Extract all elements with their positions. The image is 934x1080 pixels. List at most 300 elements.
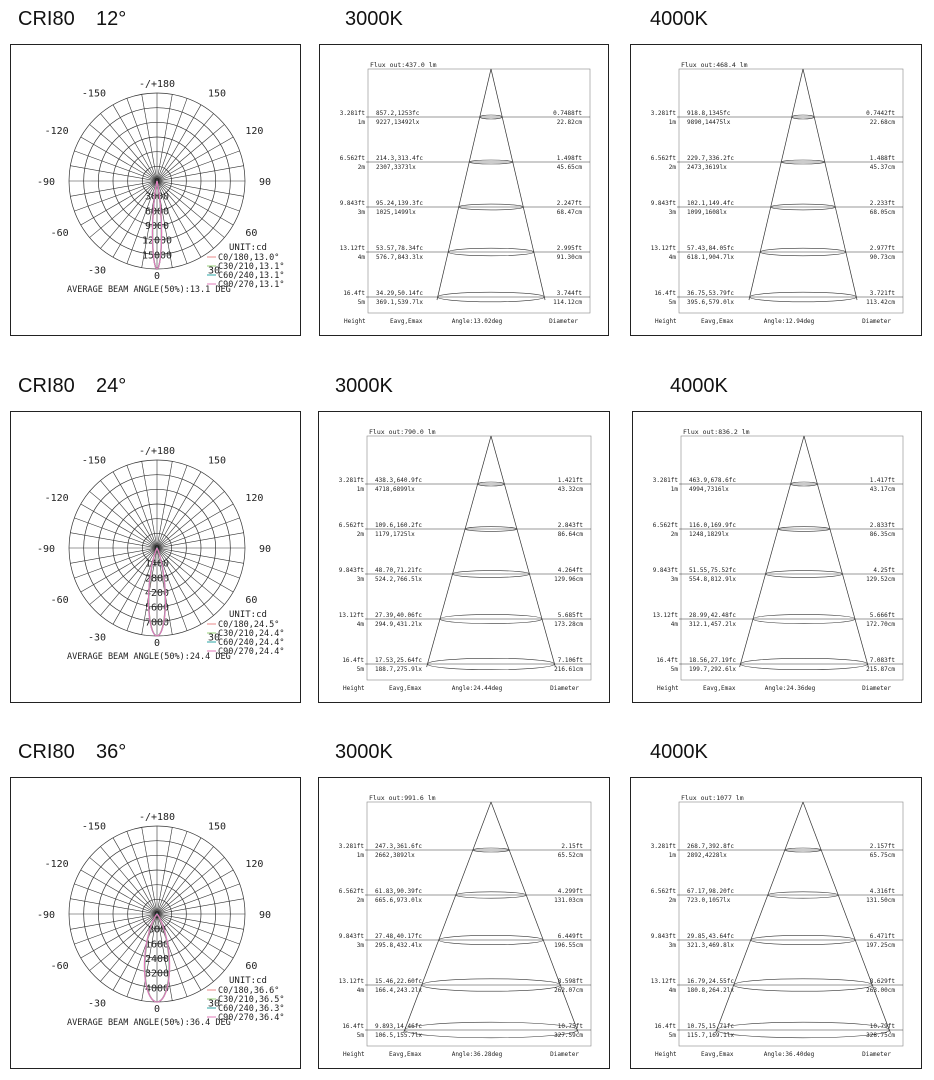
polar-angle-label: 0 [153, 271, 161, 282]
illuminance-lx-label: 524.2,766.5lx [375, 576, 422, 583]
polar-angle-label-180: -/+180 [138, 812, 176, 823]
diameter-cm-label: 65.75cm [869, 852, 895, 859]
footer-height-label: Height [343, 1051, 365, 1058]
polar-angle-label: -30 [87, 265, 106, 277]
illuminance-fc-label: 27.48,40.17fc [375, 933, 422, 940]
diameter-ft-label: 2.15ft [561, 843, 583, 850]
polar-angle-label: 60 [245, 228, 258, 239]
polar-ring-value-label: 3000 [144, 191, 170, 203]
illuminance-lx-label: 576.7,843.3lx [376, 254, 423, 261]
height-ft-label: 16.4ft [654, 1023, 676, 1030]
polar-ring-value-label: 6000 [144, 206, 170, 218]
cone-title-3000k: 3000K [345, 8, 403, 30]
height-ft-label: 9.843ft [650, 200, 676, 207]
diameter-ft-label: 0.7488ft [553, 110, 582, 117]
cone-edge-right [491, 69, 545, 300]
height-ft-label: 16.4ft [654, 290, 676, 297]
illuminance-lx-label: 4718,6899lx [375, 486, 415, 493]
polar-angle-label: -90 [36, 910, 55, 921]
row-cri-label: CRI80 [18, 741, 75, 763]
illuminance-lx-label: 106.5,155.7lx [375, 1032, 422, 1039]
footer-diameter-label: Diameter [862, 318, 891, 325]
illuminance-lx-label: 618.1,904.7lx [687, 254, 734, 261]
footer-diameter-label: Diameter [862, 1051, 891, 1058]
height-m-label: 2m [356, 531, 364, 538]
polar-unit-label: UNIT:cd [229, 243, 267, 253]
row-cri-label: CRI80 [18, 375, 75, 397]
illuminance-fc-label: 116.0,169.9fc [689, 522, 736, 529]
cone-edge-right [491, 436, 555, 667]
diameter-ft-label: 2.233ft [869, 200, 895, 207]
footer-eavg-label: Eavg,Emax [389, 685, 422, 692]
illuminance-fc-label: 95.24,139.3fc [376, 200, 423, 207]
height-m-label: 5m [668, 1032, 676, 1039]
illuminance-lx-label: 199.7,292.6lx [689, 666, 736, 673]
diameter-ft-label: 2.977ft [869, 245, 895, 252]
polar-angle-label: 60 [245, 961, 258, 972]
cone-edge-left [716, 802, 803, 1033]
footer-angle-label: Angle:36.28deg [451, 1051, 503, 1058]
illuminance-cone-diagram [630, 777, 922, 1069]
polar-angle-label: -150 [81, 821, 106, 833]
polar-angle-label: -60 [50, 961, 69, 972]
illuminance-cone-diagram [632, 411, 922, 703]
illuminance-lx-label: 2307,3373lx [376, 164, 416, 171]
polar-candela-diagram [10, 411, 301, 703]
legend-entry: C90/270,36.4° [218, 1013, 285, 1023]
footer-angle-label: Angle:36.40deg [763, 1051, 815, 1058]
footer-eavg-label: Eavg,Emax [703, 685, 736, 692]
illuminance-cone-diagram [630, 44, 922, 336]
illuminance-lx-label: 2473,3619lx [687, 164, 727, 171]
height-m-label: 1m [357, 119, 365, 126]
average-beam-angle-label: AVERAGE BEAM ANGLE(50%):13.1 DEG [67, 285, 231, 295]
diameter-cm-label: 173.28cm [554, 621, 583, 628]
diameter-cm-label: 86.35cm [869, 531, 895, 538]
illuminance-lx-label: 395.6,579.0lx [687, 299, 734, 306]
polar-ring-value-label: 4200 [144, 588, 170, 599]
average-beam-angle-label: AVERAGE BEAM ANGLE(50%):36.4 DEG [67, 1018, 231, 1028]
legend-entry: C60/240,24.4° [218, 638, 285, 648]
diameter-ft-label: 4.316ft [869, 888, 895, 895]
polar-candela-diagram [10, 777, 301, 1069]
illuminance-lx-label: 2892,4228lx [687, 852, 727, 859]
cone-edge-right [804, 436, 868, 667]
illuminance-lx-label: 723.0,1057lx [687, 897, 731, 904]
flux-out-label: Flux out:468.4 lm [681, 61, 748, 69]
illuminance-fc-label: 17.53,25.64fc [375, 657, 422, 664]
illuminance-fc-label: 34.29,50.14fc [376, 290, 423, 297]
height-ft-label: 9.843ft [650, 933, 676, 940]
polar-angle-label: -120 [44, 493, 69, 504]
cone-title-4000k: 4000K [650, 8, 708, 30]
diameter-ft-label: 5.685ft [557, 612, 583, 619]
diameter-cm-label: 215.87cm [866, 666, 895, 673]
diameter-ft-label: 1.421ft [557, 477, 583, 484]
diameter-ft-label: 7.106ft [557, 657, 583, 664]
illuminance-fc-label: 9.893,14.46fc [375, 1023, 422, 1030]
illuminance-fc-label: 57.43,84.05fc [687, 245, 734, 252]
height-m-label: 2m [668, 164, 676, 171]
illuminance-fc-label: 29.85,43.64fc [687, 933, 734, 940]
polar-angle-label: -120 [44, 126, 69, 137]
height-m-label: 5m [357, 299, 365, 306]
illuminance-lx-label: 180.8,264.2lx [687, 987, 734, 994]
diameter-cm-label: 86.64cm [557, 531, 583, 538]
flux-out-label: Flux out:991.6 lm [369, 794, 436, 802]
illuminance-lx-label: 312.1,457.2lx [689, 621, 736, 628]
footer-eavg-label: Eavg,Emax [701, 1051, 734, 1058]
polar-angle-label: 90 [259, 910, 272, 921]
polar-angle-label-180: -/+180 [138, 446, 176, 457]
diameter-cm-label: 197.25cm [866, 942, 895, 949]
polar-ring-value-label: 2400 [144, 954, 170, 965]
polar-candela-diagram [10, 44, 301, 336]
footer-angle-label: Angle:24.36deg [764, 685, 816, 692]
polar-angle-label: 60 [245, 595, 258, 606]
polar-angle-label: 150 [208, 88, 227, 100]
height-m-label: 5m [356, 666, 364, 673]
polar-angle-label: 90 [259, 177, 272, 188]
footer-diameter-label: Diameter [550, 685, 579, 692]
illuminance-lx-label: 1179,1725lx [375, 531, 415, 538]
illuminance-lx-label: 9890,14475lx [687, 119, 731, 126]
diameter-cm-label: 263.00cm [866, 987, 895, 994]
diameter-ft-label: 7.083ft [869, 657, 895, 664]
illuminance-lx-label: 166.4,243.2lx [375, 987, 422, 994]
height-ft-label: 9.843ft [338, 933, 364, 940]
cone-edge-right [803, 802, 890, 1033]
polar-angle-label-180: -/+180 [138, 79, 176, 90]
polar-angle-label: 150 [208, 455, 227, 467]
illuminance-fc-label: 36.75,53.79fc [687, 290, 734, 297]
height-ft-label: 6.562ft [339, 155, 365, 162]
height-m-label: 4m [668, 254, 676, 261]
illuminance-fc-label: 857.2,1253fc [376, 110, 420, 117]
footer-diameter-label: Diameter [549, 318, 578, 325]
legend-entry: C30/210,36.5° [218, 995, 285, 1005]
height-m-label: 4m [356, 621, 364, 628]
illuminance-lx-label: 2662,3892lx [375, 852, 415, 859]
illuminance-fc-label: 28.99,42.48fc [689, 612, 736, 619]
diameter-cm-label: 65.52cm [557, 852, 583, 859]
diameter-cm-label: 129.52cm [866, 576, 895, 583]
height-ft-label: 16.4ft [343, 290, 365, 297]
illuminance-cone-diagram [318, 411, 610, 703]
polar-angle-label: 0 [153, 638, 161, 649]
illuminance-lx-label: 295.8,432.4lx [375, 942, 422, 949]
diameter-cm-label: 22.82cm [556, 119, 582, 126]
height-m-label: 1m [356, 852, 364, 859]
illuminance-fc-label: 27.39,40.06fc [375, 612, 422, 619]
legend-entry: C30/210,13.1° [218, 262, 285, 272]
diameter-ft-label: 8.598ft [557, 978, 583, 985]
height-m-label: 4m [356, 987, 364, 994]
footer-height-label: Height [655, 1051, 677, 1058]
footer-eavg-label: Eavg,Emax [390, 318, 423, 325]
cone-frame [367, 436, 591, 680]
polar-angle-label: 150 [208, 821, 227, 833]
height-ft-label: 6.562ft [652, 522, 678, 529]
diameter-ft-label: 4.299ft [557, 888, 583, 895]
polar-angle-label: 120 [245, 126, 264, 137]
height-ft-label: 6.562ft [650, 155, 676, 162]
illuminance-fc-label: 61.83,90.39fc [375, 888, 422, 895]
cone-edge-left [749, 69, 803, 300]
height-m-label: 2m [357, 164, 365, 171]
height-m-label: 5m [670, 666, 678, 673]
polar-ring-value-label: 15000 [141, 250, 173, 262]
illuminance-lx-label: 294.9,431.2lx [375, 621, 422, 628]
diameter-ft-label: 2.995ft [556, 245, 582, 252]
illuminance-lx-label: 4994,7316lx [689, 486, 729, 493]
diameter-ft-label: 6.471ft [869, 933, 895, 940]
height-m-label: 1m [670, 486, 678, 493]
height-ft-label: 9.843ft [652, 567, 678, 574]
height-m-label: 1m [668, 852, 676, 859]
footer-height-label: Height [655, 318, 677, 325]
legend-entry: C0/180,24.5° [218, 620, 280, 630]
illuminance-lx-label: 9227,13492lx [376, 119, 420, 126]
polar-ring-value-label: 800 [147, 924, 167, 936]
illuminance-fc-label: 463.9,678.6fc [689, 477, 736, 484]
diameter-cm-label: 216.61cm [554, 666, 583, 673]
illuminance-fc-label: 438.3,640.9fc [375, 477, 422, 484]
cone-title-3000k: 3000K [335, 741, 393, 763]
cone-frame [367, 802, 591, 1046]
legend-entry: C90/270,13.1° [218, 280, 285, 290]
illuminance-lx-label: 1025,1499lx [376, 209, 416, 216]
height-ft-label: 3.281ft [339, 110, 365, 117]
footer-height-label: Height [344, 318, 366, 325]
diameter-cm-label: 328.75cm [866, 1032, 895, 1039]
polar-ring-value-label: 2800 [144, 573, 170, 585]
polar-unit-label: UNIT:cd [229, 976, 267, 986]
legend-entry: C0/180,36.6° [218, 986, 280, 996]
diameter-ft-label: 2.833ft [869, 522, 895, 529]
diameter-ft-label: 5.666ft [869, 612, 895, 619]
cone-title-4000k: 4000K [650, 741, 708, 763]
height-m-label: 1m [668, 119, 676, 126]
legend-entry: C30/210,24.4° [218, 629, 285, 639]
polar-angle-label: -150 [81, 88, 106, 100]
illuminance-lx-label: 321.3,469.8lx [687, 942, 734, 949]
illuminance-fc-label: 53.57,78.34fc [376, 245, 423, 252]
diameter-cm-label: 114.12cm [553, 299, 582, 306]
height-m-label: 5m [356, 1032, 364, 1039]
diameter-cm-label: 22.68cm [869, 119, 895, 126]
polar-angle-label: 120 [245, 859, 264, 870]
height-ft-label: 16.4ft [342, 1023, 364, 1030]
polar-angle-label: 120 [245, 493, 264, 504]
diameter-ft-label: 0.7442ft [866, 110, 895, 117]
diameter-cm-label: 91.30cm [556, 254, 582, 261]
diameter-ft-label: 8.629ft [869, 978, 895, 985]
illuminance-lx-label: 369.1,539.7lx [376, 299, 423, 306]
row-beam-angle-label: 12° [96, 8, 127, 30]
illuminance-fc-label: 16.79,24.55fc [687, 978, 734, 985]
illuminance-fc-label: 102.1,149.4fc [687, 200, 734, 207]
footer-height-label: Height [657, 685, 679, 692]
diameter-cm-label: 113.42cm [866, 299, 895, 306]
polar-ring-value-label: 0 [153, 544, 161, 555]
diameter-cm-label: 90.73cm [869, 254, 895, 261]
legend-entry: C0/180,13.0° [218, 253, 280, 263]
illuminance-lx-label: 1099,1608lx [687, 209, 727, 216]
height-ft-label: 16.4ft [656, 657, 678, 664]
height-m-label: 4m [668, 987, 676, 994]
row-cri-label: CRI80 [18, 8, 75, 30]
height-ft-label: 3.281ft [652, 477, 678, 484]
diameter-ft-label: 3.721ft [869, 290, 895, 297]
diameter-ft-label: 4.264ft [557, 567, 583, 574]
diameter-ft-label: 2.843ft [557, 522, 583, 529]
diameter-cm-label: 131.03cm [554, 897, 583, 904]
cone-edge-right [491, 802, 578, 1033]
height-m-label: 3m [668, 942, 676, 949]
height-ft-label: 9.843ft [338, 567, 364, 574]
diameter-ft-label: 10.75ft [557, 1023, 583, 1030]
height-ft-label: 6.562ft [338, 522, 364, 529]
height-ft-label: 9.843ft [339, 200, 365, 207]
illuminance-fc-label: 51.55,75.52fc [689, 567, 736, 574]
height-m-label: 4m [357, 254, 365, 261]
diameter-cm-label: 327.59cm [554, 1032, 583, 1039]
diameter-ft-label: 2.157ft [869, 843, 895, 850]
flux-out-label: Flux out:790.0 lm [369, 428, 436, 436]
cone-edge-left [427, 436, 491, 667]
polar-angle-label: -150 [81, 455, 106, 467]
diameter-cm-label: 196.55cm [554, 942, 583, 949]
footer-diameter-label: Diameter [550, 1051, 579, 1058]
illuminance-fc-label: 247.3,361.6fc [375, 843, 422, 850]
illuminance-lx-label: 188.7,275.9lx [375, 666, 422, 673]
height-m-label: 1m [356, 486, 364, 493]
diameter-ft-label: 6.449ft [557, 933, 583, 940]
diameter-ft-label: 10.79ft [869, 1023, 895, 1030]
height-m-label: 3m [356, 942, 364, 949]
height-ft-label: 13.12ft [338, 978, 364, 985]
diameter-cm-label: 45.65cm [556, 164, 582, 171]
polar-ring-value-label: 7000 [144, 617, 170, 629]
polar-ring-value-label: 0 [153, 910, 161, 921]
height-m-label: 5m [668, 299, 676, 306]
polar-ring-value-label: 12000 [141, 235, 173, 247]
polar-angle-label: 90 [259, 544, 272, 555]
height-ft-label: 16.4ft [342, 657, 364, 664]
diameter-cm-label: 131.50cm [866, 897, 895, 904]
polar-ring-value-label: 3200 [144, 968, 170, 980]
illuminance-fc-label: 918.8,1345fc [687, 110, 731, 117]
height-ft-label: 13.12ft [338, 612, 364, 619]
cone-title-3000k: 3000K [335, 375, 393, 397]
height-m-label: 3m [670, 576, 678, 583]
cone-edge-left [437, 69, 491, 300]
height-ft-label: 13.12ft [652, 612, 678, 619]
illuminance-fc-label: 109.6,160.2fc [375, 522, 422, 529]
illuminance-fc-label: 229.7,336.2fc [687, 155, 734, 162]
legend-entry: C60/240,36.3° [218, 1004, 285, 1014]
height-ft-label: 6.562ft [338, 888, 364, 895]
footer-eavg-label: Eavg,Emax [389, 1051, 422, 1058]
cone-title-4000k: 4000K [670, 375, 728, 397]
polar-angle-label: -60 [50, 595, 69, 606]
polar-ring-value-label: 9000 [144, 221, 170, 232]
diameter-cm-label: 172.70cm [866, 621, 895, 628]
illuminance-cone-diagram [318, 777, 610, 1069]
diameter-ft-label: 4.25ft [873, 567, 895, 574]
height-ft-label: 13.12ft [650, 978, 676, 985]
polar-ring-value-label: 5600 [144, 602, 170, 614]
row-beam-angle-label: 36° [96, 741, 127, 763]
cone-frame [679, 69, 903, 313]
polar-angle-label: 30 [208, 632, 221, 644]
diameter-cm-label: 43.17cm [869, 486, 895, 493]
polar-angle-label: -90 [36, 177, 55, 188]
diameter-ft-label: 1.417ft [869, 477, 895, 484]
illuminance-fc-label: 67.17,98.20fc [687, 888, 734, 895]
polar-angle-label: 30 [208, 265, 221, 277]
height-m-label: 3m [668, 209, 676, 216]
flux-out-label: Flux out:1077 lm [681, 794, 744, 802]
cone-edge-left [404, 802, 491, 1033]
footer-eavg-label: Eavg,Emax [701, 318, 734, 325]
polar-angle-label: 30 [208, 998, 221, 1010]
illuminance-fc-label: 214.3,313.4fc [376, 155, 423, 162]
illuminance-lx-label: 665.6,973.0lx [375, 897, 422, 904]
illuminance-lx-label: 1248,1829lx [689, 531, 729, 538]
polar-angle-label: -60 [50, 228, 69, 239]
illuminance-fc-label: 15.46,22.60fc [375, 978, 422, 985]
illuminance-lx-label: 554.8,812.9lx [689, 576, 736, 583]
diameter-cm-label: 43.32cm [557, 486, 583, 493]
row-beam-angle-label: 24° [96, 375, 127, 397]
cone-frame [679, 802, 903, 1046]
polar-ring-value-label: 0 [153, 177, 161, 188]
height-ft-label: 3.281ft [338, 477, 364, 484]
height-ft-label: 3.281ft [650, 110, 676, 117]
legend-entry: C90/270,24.4° [218, 647, 285, 657]
height-ft-label: 3.281ft [650, 843, 676, 850]
illuminance-cone-diagram [319, 44, 609, 336]
diameter-cm-label: 68.05cm [869, 209, 895, 216]
polar-ring-value-label: 1400 [144, 558, 170, 570]
height-m-label: 2m [356, 897, 364, 904]
illuminance-fc-label: 48.70,71.21fc [375, 567, 422, 574]
height-ft-label: 13.12ft [339, 245, 365, 252]
height-m-label: 3m [356, 576, 364, 583]
average-beam-angle-label: AVERAGE BEAM ANGLE(50%):24.4 DEG [67, 652, 231, 662]
footer-height-label: Height [343, 685, 365, 692]
diameter-ft-label: 3.744ft [556, 290, 582, 297]
diameter-ft-label: 1.488ft [869, 155, 895, 162]
polar-ring-value-label: 4000 [144, 983, 170, 995]
legend-entry: C60/240,13.1° [218, 271, 285, 281]
diameter-cm-label: 45.37cm [869, 164, 895, 171]
height-m-label: 2m [668, 897, 676, 904]
illuminance-fc-label: 268.7,392.8fc [687, 843, 734, 850]
illuminance-fc-label: 18.56,27.19fc [689, 657, 736, 664]
height-m-label: 3m [357, 209, 365, 216]
cone-edge-right [803, 69, 857, 300]
polar-angle-label: -30 [87, 632, 106, 644]
height-ft-label: 6.562ft [650, 888, 676, 895]
flux-out-label: Flux out:836.2 lm [683, 428, 750, 436]
polar-angle-label: 0 [153, 1004, 161, 1015]
height-m-label: 4m [670, 621, 678, 628]
flux-out-label: Flux out:437.0 lm [370, 61, 437, 69]
illuminance-fc-label: 10.75,15.71fc [687, 1023, 734, 1030]
